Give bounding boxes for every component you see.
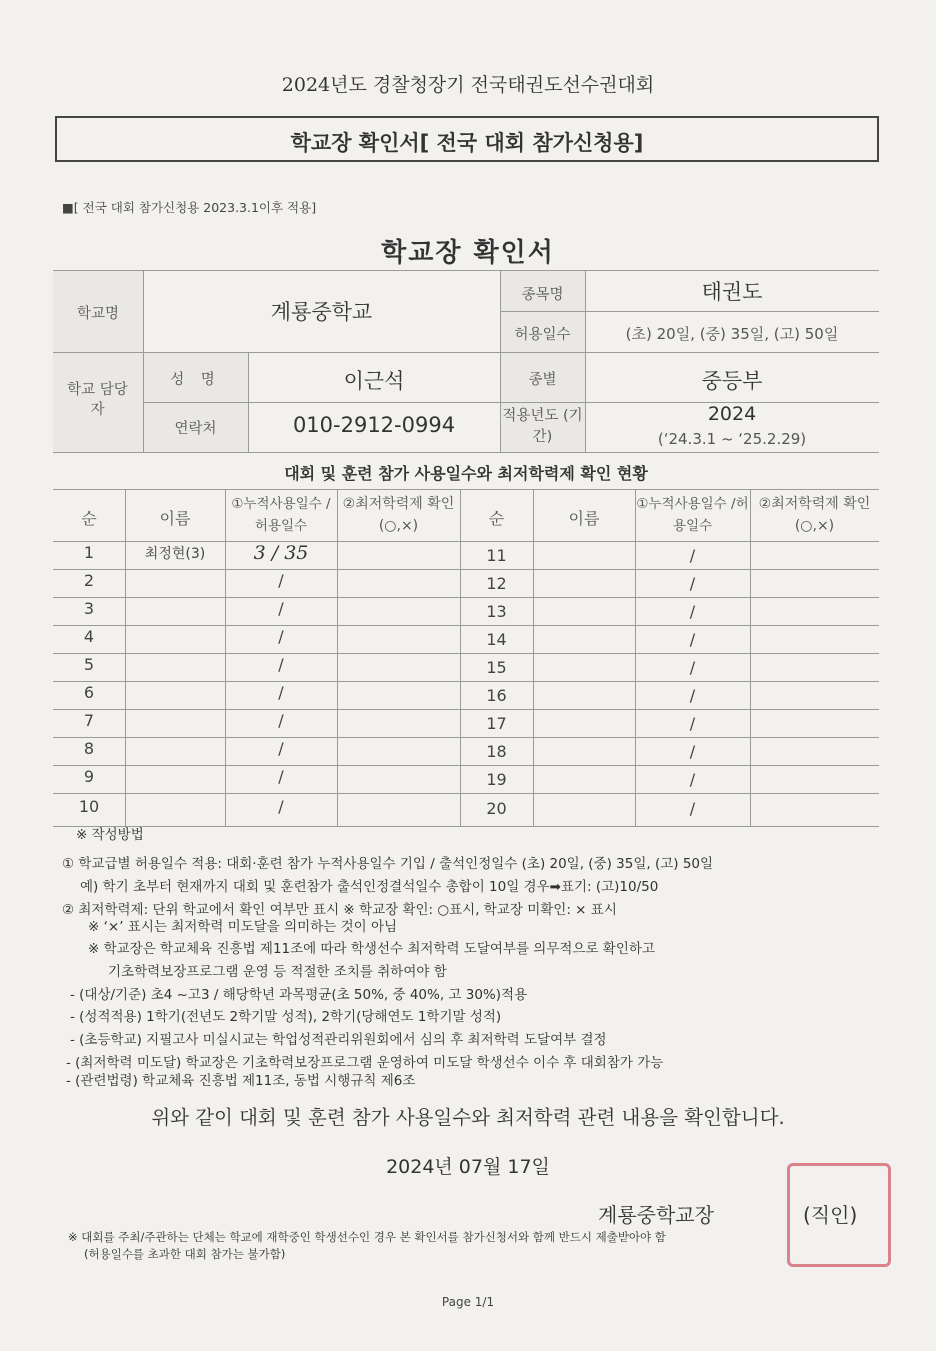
- row-no: 13: [486, 602, 507, 621]
- sport-value: 태권도: [701, 280, 763, 304]
- row-days: /: [689, 658, 696, 677]
- row-border: [53, 569, 879, 570]
- row-no: 14: [486, 630, 507, 649]
- main-title: 학교장 확인서[ 전국 대회 참가신청용]: [290, 131, 644, 155]
- row-days: /: [689, 630, 696, 649]
- row-days: /: [689, 574, 696, 593]
- footer-note: ※ 대회를 주최/주관하는 단체는 학교에 재학중인 학생선수인 경우 본 확인서를 참가신청서와 함께 반드시 제출받아야 함: [68, 1230, 666, 1244]
- col-check-right: ②최저학력제 확인(○,×): [758, 496, 871, 534]
- col-no-left: 순: [81, 509, 97, 528]
- row-days: /: [689, 714, 696, 733]
- row-no: 2: [83, 571, 95, 590]
- table-border-top: [53, 489, 879, 490]
- row-border: [53, 765, 879, 766]
- name-value: 이근석: [343, 369, 405, 393]
- table-header-border: [53, 541, 879, 542]
- row-border: [53, 597, 879, 598]
- row-days: /: [689, 546, 696, 565]
- school-label: 학교명: [76, 306, 120, 322]
- row-no: 6: [83, 683, 95, 702]
- row-name: 최정현(3): [144, 546, 206, 562]
- contact-label: 연락처: [174, 421, 217, 437]
- row-no: 12: [486, 574, 507, 593]
- table-border: [337, 489, 338, 826]
- table-border: [533, 489, 534, 826]
- row-no: 17: [486, 714, 507, 733]
- row-days: /: [278, 711, 284, 730]
- sport-label: 종목명: [521, 287, 564, 303]
- row-days: /: [689, 742, 696, 761]
- row-no: 10: [78, 797, 100, 816]
- note-line: 기초학력보장프로그램 운영 등 적절한 조치를 취하여야 함: [108, 964, 447, 980]
- seal-label: (직인): [803, 1203, 858, 1227]
- form-note: ■[ 전국 대회 참가신청용 2023.3.1이후 적용]: [62, 200, 317, 215]
- page-number: Page 1/1: [441, 1295, 495, 1309]
- row-days: /: [278, 627, 284, 646]
- row-days: /: [278, 599, 284, 618]
- row-days: /: [278, 683, 284, 702]
- row-no: 9: [83, 767, 95, 786]
- row-no: 5: [83, 655, 95, 674]
- note-line: ※ ‘×’ 표시는 최저학력 미도달을 의미하는 것이 아님: [88, 919, 398, 935]
- row-days: /: [689, 799, 696, 818]
- row-days: 3 / 35: [253, 542, 309, 564]
- row-no: 15: [486, 658, 507, 677]
- row-days: /: [689, 686, 696, 705]
- allowed-label: 허용일수: [514, 327, 571, 343]
- note-line: - (초등학교) 지필고사 미실시교는 학업성적관리위원회에서 심의 후 최저학력 도달여부 결정: [70, 1032, 607, 1048]
- note-line: 예) 학기 초부터 현재까지 대회 및 훈련참가 출석인정결석일수 총합이 10일 경우➡표기: (고)10/50: [80, 879, 659, 895]
- col-no-right: 순: [488, 509, 505, 528]
- row-no: 1: [83, 543, 95, 562]
- year-period: (‘24.3.1 ~ ‘25.2.29): [657, 430, 807, 448]
- row-days: /: [278, 797, 284, 816]
- contact-value: 010-2912-0994: [292, 413, 456, 437]
- row-border: [53, 793, 879, 794]
- year-value: 2024: [707, 403, 757, 425]
- footer-note: (허용일수를 초과한 대회 참가는 불가함): [84, 1247, 286, 1261]
- table-border: [125, 489, 126, 826]
- row-no: 7: [83, 711, 95, 730]
- notes-heading: ※ 작성방법: [76, 827, 144, 843]
- allowed-value: (초) 20일, (중) 35일, (고) 50일: [625, 325, 839, 343]
- category-label: 종별: [528, 372, 557, 388]
- info-border: [500, 311, 879, 312]
- row-no: 16: [486, 686, 507, 705]
- row-no: 20: [486, 799, 507, 818]
- category-value: 중등부: [701, 369, 763, 393]
- manager-label: 학교 담당자: [67, 382, 128, 418]
- row-days: /: [278, 739, 284, 758]
- info-border-top: [53, 270, 879, 271]
- row-border: [53, 681, 879, 682]
- note-line: - (대상/기준) 초4 ~고3 / 해당학년 과목평균(초 50%, 중 40%, 고 30%)적용: [70, 987, 528, 1003]
- note-line: - (관련법령) 학교체육 진흥법 제11조, 동법 시행규칙 제6조: [66, 1073, 416, 1089]
- row-days: /: [278, 655, 284, 674]
- row-border: [53, 653, 879, 654]
- table-border-bottom: [53, 826, 879, 827]
- row-days: /: [689, 602, 696, 621]
- row-border: [53, 737, 879, 738]
- col-check-left: ②최저학력제 확인(○,×): [342, 496, 455, 534]
- note-line: ② 최저학력제: 단위 학교에서 확인 여부만 표시 ※ 학교장 확인: ○표시, 학교장 미확인: × 표시: [62, 902, 617, 918]
- row-no: 19: [486, 770, 507, 789]
- row-border: [53, 625, 879, 626]
- school-value: 계룡중학교: [270, 300, 373, 324]
- col-name-right: 이름: [568, 509, 600, 528]
- col-days-right: ①누적사용일수 /허용일수: [636, 496, 749, 534]
- row-days: /: [689, 770, 696, 789]
- row-days: /: [278, 571, 284, 590]
- note-line: ① 학교급별 허용일수 적용: 대회·훈련 참가 누적사용일수 기입 / 출석인정일수 (초) 20일, (중) 35일, (고) 50일: [62, 856, 714, 872]
- row-no: 3: [83, 599, 95, 618]
- name-label: 성 명: [170, 372, 221, 388]
- year-label: 적용년도 (기간): [502, 408, 583, 445]
- row-no: 4: [83, 627, 95, 646]
- info-border: [53, 352, 879, 353]
- note-line: - (성적적용) 1학기(전년도 2학기말 성적), 2학기(당해연도 1학기말 성적): [70, 1009, 502, 1025]
- row-no: 11: [486, 546, 507, 565]
- table-border: [750, 489, 751, 826]
- col-days-left: ①누적사용일수 /허용일수: [231, 496, 331, 534]
- form-title: 학교장 확인서: [381, 238, 555, 268]
- row-border: [53, 709, 879, 710]
- info-border: [53, 452, 879, 453]
- note-line: - (최저학력 미도달) 학교장은 기초학력보장프로그램 운영하여 미도달 학생선수 이수 후 대회참가 가능: [66, 1055, 664, 1071]
- principal-name: 계룡중학교장: [598, 1203, 714, 1227]
- table-title: 대회 및 훈련 참가 사용일수와 최저학력제 확인 현황: [284, 464, 648, 483]
- issue-date: 2024년 07월 17일: [386, 1156, 550, 1178]
- note-line: ※ 학교장은 학교체육 진흥법 제11조에 따라 학생선수 최저학력 도달여부를 의무적으로 확인하고: [88, 941, 655, 957]
- event-title: 2024년도 경찰청장기 전국태권도선수권대회: [281, 74, 655, 96]
- row-no: 18: [486, 742, 507, 761]
- confirmation-text: 위와 같이 대회 및 훈련 참가 사용일수와 최저학력 관련 내용을 확인합니다.: [151, 1106, 785, 1129]
- col-name-left: 이름: [159, 509, 191, 528]
- row-no: 8: [83, 739, 95, 758]
- row-days: /: [278, 767, 284, 786]
